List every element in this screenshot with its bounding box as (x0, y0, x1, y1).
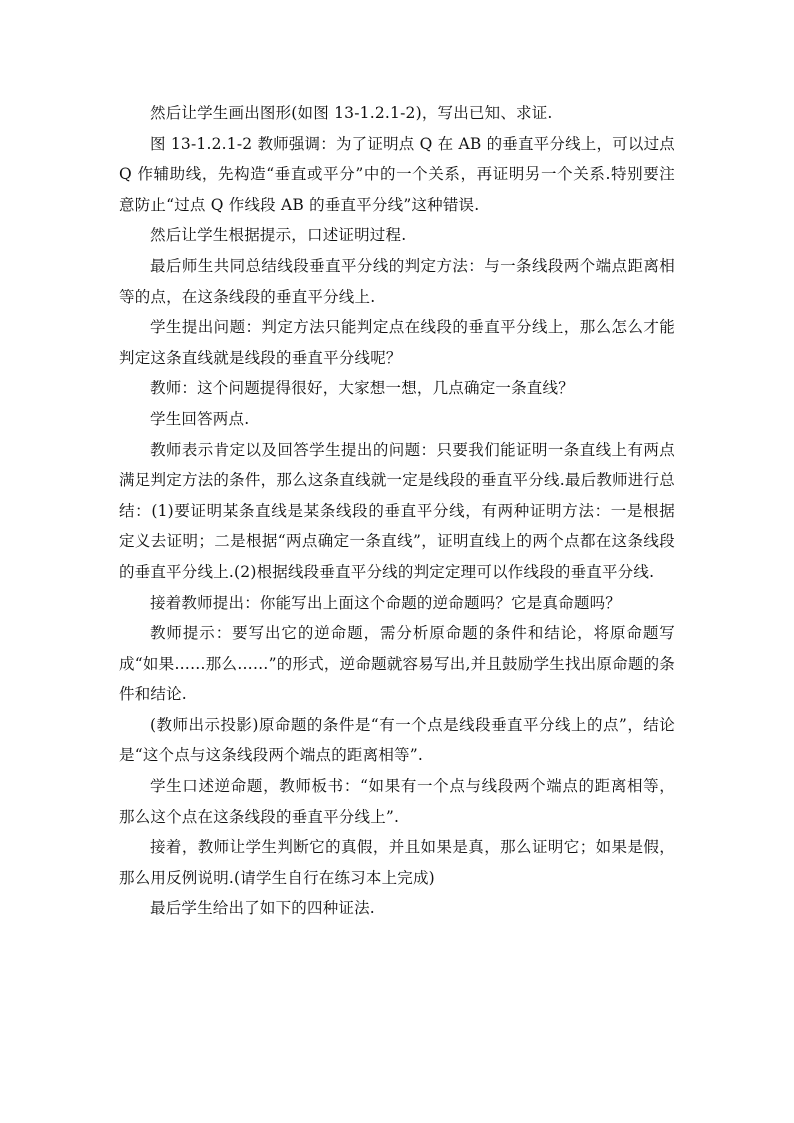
paragraph-four-proofs: 最后学生给出了如下的四种证法. (150, 899, 375, 918)
paragraph-teacher-summary: 教师表示肯定以及回答学生提出的问题：只要我们能证明一条直线上有两点满足判定方法的条件，那么这条直线就一定是线段的垂直平分线.最后教师进行总结：(1)要证明某条直线是某条线段的垂直平分线，有两种证明方法：一是根据定义去证明；二是根据“两点确定一条直线”，证明直线上的两个点都在这条线段的垂直平分线上.(2)根据线段垂直平分线的判定定理可以作线段的垂直平分线. (119, 440, 675, 581)
paragraph-judge-truth: 接着，教师让学生判断它的真假，并且如果是真，那么证明它；如果是假，那么用反例说明.(请学生自行在练习本上完成) (119, 838, 675, 887)
paragraph-teacher-hint: 教师提示：要写出它的逆命题，需分析原命题的条件和结论，将原命题写成“如果……那么……”的形式，逆命题就容易写出,并且鼓励学生找出原命题的条件和结论. (119, 624, 675, 704)
paragraph-teacher-question: 教师：这个问题提得很好，大家想一想，几点确定一条直线？ (150, 379, 574, 398)
paragraph-converse-statement: 学生口述逆命题，教师板书：“如果有一个点与线段两个端点的距离相等，那么这个点在这条线段的垂直平分线上”. (119, 777, 675, 826)
paragraph-student-answer: 学生回答两点. (150, 409, 250, 428)
paragraph-converse-question: 接着教师提出：你能写出上面这个命题的逆命题吗？它是真命题吗？ (150, 593, 622, 612)
paragraph-student-question: 学生提出问题：判定方法只能判定点在线段的垂直平分线上，那么怎么才能判定这条直线就是线段的垂直平分线呢？ (119, 318, 675, 367)
paragraph-oral-proof: 然后让学生根据提示，口述证明过程. (150, 226, 407, 245)
paragraph-projection: (教师出示投影)原命题的条件是“有一个点是线段垂直平分线上的点”，结论是“这个点与这条线段两个端点的距离相等”. (119, 715, 675, 765)
paragraph-draw-figure: 然后让学生画出图形(如图 13-1.2.1-2)，写出已知、求证. (150, 104, 553, 122)
document-body (119, 98, 675, 924)
paragraph-teacher-emphasis: 图 13-1.2.1-2 教师强调：为了证明点 Q 在 AB 的垂直平分线上，可以过点 Q 作辅助线，先构造“垂直或平分”中的一个关系，再证明另一个关系.特别要注意防止“过点 Q 作线段 AB 的垂直平分线”这种错误. (119, 134, 675, 214)
paragraph-summary-method: 最后师生共同总结线段垂直平分线的判定方法：与一条线段两个端点距离相等的点，在这条线段的垂直平分线上. (119, 256, 675, 306)
